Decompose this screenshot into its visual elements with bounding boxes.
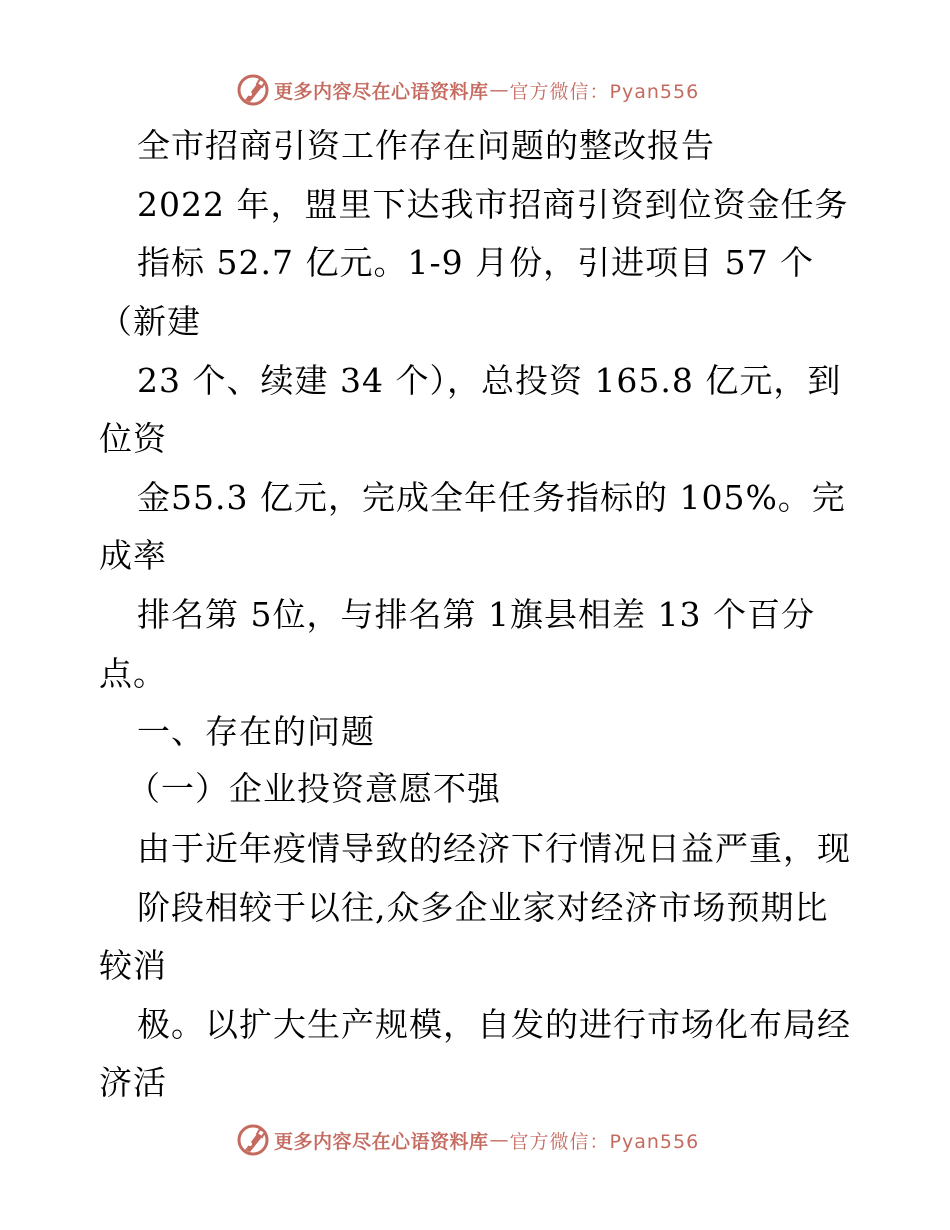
watermark-dash: — bbox=[489, 79, 509, 101]
paragraph-line: 阶段相较于以往,众多企业家对经济市场预期比 bbox=[137, 888, 829, 927]
watermark-footer bbox=[236, 1122, 699, 1158]
pen-nib-circle-icon bbox=[236, 73, 270, 107]
paragraph-line: 位资 bbox=[99, 419, 167, 458]
section-heading: 一、存在的问题 bbox=[137, 712, 375, 751]
paragraph-line: 指标 52.7 亿元。1-9 月份，引进项目 57 个 bbox=[137, 243, 815, 282]
watermark-main-text: 更多内容尽在心语资料库 bbox=[274, 80, 489, 103]
watermark-wechat-text: 官方微信：Pyan556 bbox=[509, 1130, 700, 1153]
paragraph-line: 较消 bbox=[99, 946, 167, 985]
watermark-dash: — bbox=[489, 1129, 509, 1151]
paragraph-line: 济活 bbox=[99, 1063, 167, 1102]
paragraph-line: （新建 bbox=[99, 302, 201, 341]
watermark-main-text: 更多内容尽在心语资料库 bbox=[274, 1130, 489, 1153]
document-title: 全市招商引资工作存在问题的整改报告 bbox=[137, 126, 715, 165]
paragraph-line: 23 个、续建 34 个），总投资 165.8 亿元，到 bbox=[137, 361, 842, 400]
paragraph-line: 极。以扩大生产规模，自发的进行市场化布局经 bbox=[137, 1005, 851, 1044]
paragraph-line: 金55.3 亿元，完成全年任务指标的 105%。完 bbox=[137, 478, 846, 517]
watermark-wechat-text: 官方微信：Pyan556 bbox=[509, 80, 700, 103]
paragraph-line: 2022 年，盟里下达我市招商引资到位资金任务 bbox=[137, 185, 849, 224]
paragraph-line: 成率 bbox=[99, 536, 167, 575]
subsection-heading: （一）企业投资意愿不强 bbox=[127, 769, 501, 808]
paragraph-line: 点。 bbox=[99, 654, 167, 693]
paragraph-line: 排名第 5位，与排名第 1旗县相差 13 个百分 bbox=[137, 595, 815, 634]
watermark-header bbox=[236, 72, 699, 108]
pen-nib-circle-icon bbox=[236, 1123, 270, 1157]
paragraph-line: 由于近年疫情导致的经济下行情况日益严重，现 bbox=[137, 829, 851, 868]
